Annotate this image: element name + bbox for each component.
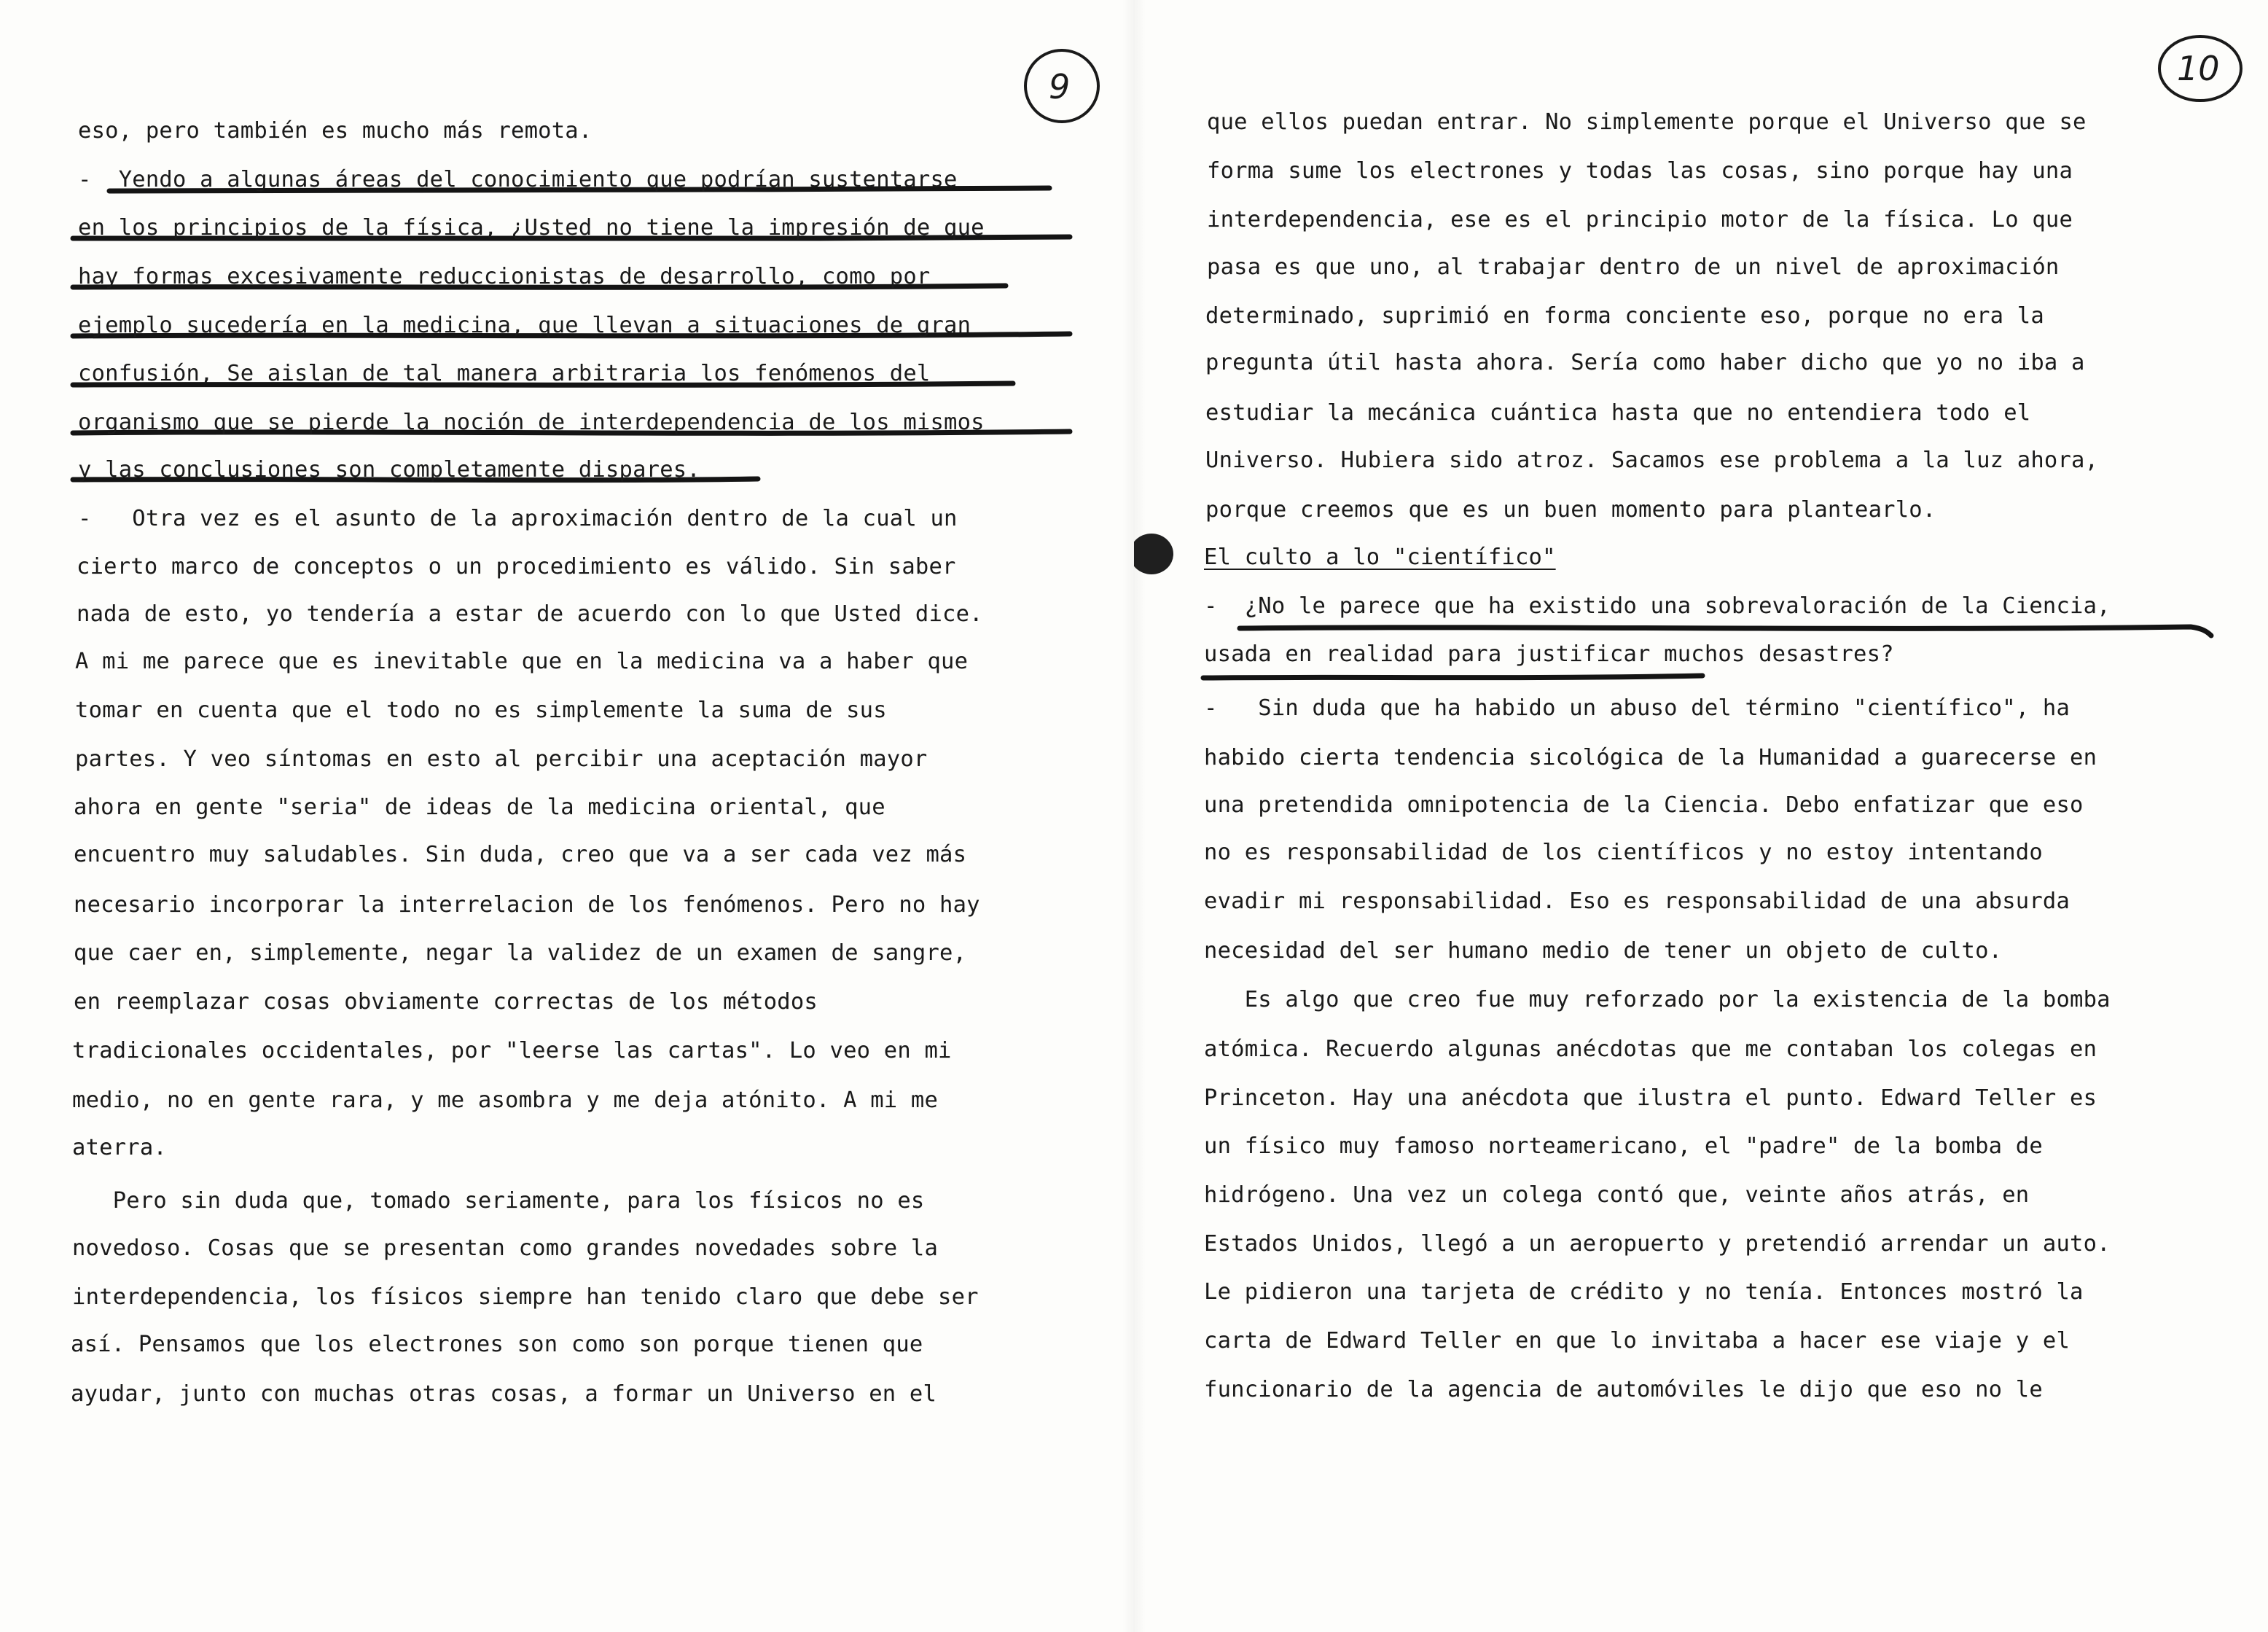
page-number-circle-left	[1017, 44, 1119, 131]
text-line: hidrógeno. Una vez un colega contó que, veinte años atrás, en	[1204, 1182, 2030, 1208]
text-line: tradicionales occidentales, por "leerse las cartas". Lo veo en mi	[72, 1038, 952, 1063]
text-line: en reemplazar cosas obviamente correctas de los métodos	[74, 989, 818, 1015]
section-title: El culto a lo "científico"	[1204, 544, 1556, 570]
text-line: pasa es que uno, al trabajar dentro de un nivel de aproximación	[1207, 254, 2060, 280]
text-line: carta de Edward Teller en que lo invitaba a hacer ese viaje y el	[1204, 1328, 2070, 1354]
text-line: Estados Unidos, llegó a un aeropuerto y pretendió arrendar un auto.	[1204, 1231, 2111, 1257]
text-line: Es algo que creo fue muy reforzado por la existencia de la bomba	[1204, 987, 2111, 1012]
page-number-circle-right	[2151, 29, 2253, 117]
question-line: organismo que se pierde la noción de interdependencia de los mismos	[78, 410, 985, 435]
question-line: confusión, Se aislan de tal manera arbitraria los fenómenos del	[78, 361, 931, 386]
text-line: Princeton. Hay una anécdota que ilustra el punto. Edward Teller es	[1204, 1085, 2097, 1111]
text-line: interdependencia, ese es el principio motor de la física. Lo que	[1207, 207, 2073, 233]
text-line: determinado, suprimió en forma conciente eso, porque no era la	[1205, 303, 2044, 329]
text-line: aterra.	[72, 1135, 167, 1160]
text-line: ahora en gente "seria" de ideas de la medicina oriental, que	[74, 794, 885, 820]
text-line: - Sin duda que ha habido un abuso del término "científico", ha	[1204, 695, 2070, 721]
question-line: hay formas excesivamente reduccionistas de desarrollo, como por	[78, 264, 931, 289]
text-line: tomar en cuenta que el todo no es simplemente la suma de sus	[75, 698, 887, 723]
text-line: habido cierta tendencia sicológica de la Humanidad a guarecerse en	[1204, 745, 2097, 770]
question-line: ejemplo sucedería en la medicina, que llevan a situaciones de gran	[78, 313, 971, 338]
question-line: usada en realidad para justificar muchos desastres?	[1204, 641, 1894, 667]
text-line: novedoso. Cosas que se presentan como grandes novedades sobre la	[72, 1235, 939, 1261]
text-line: encuentro muy saludables. Sin duda, creo que va a ser cada vez más	[74, 842, 967, 867]
text-line: evadir mi responsabilidad. Eso es responsabilidad de una absurda	[1204, 889, 2070, 914]
text-line: una pretendida omnipotencia de la Ciencia. Debo enfatizar que eso	[1204, 792, 2084, 818]
text-line: partes. Y veo síntomas en esto al percibir una aceptación mayor	[75, 746, 928, 772]
text-line: Pero sin duda que, tomado seriamente, para los físicos no es	[72, 1188, 925, 1214]
text-line: estudiar la mecánica cuántica hasta que no entendiera todo el	[1205, 400, 2031, 426]
right-page	[1134, 0, 2268, 1632]
text-line: necesario incorporar la interrelacion de los fenómenos. Pero no hay	[74, 892, 980, 918]
ink-blot	[1134, 534, 1173, 574]
text-line: interdependencia, los físicos siempre han tenido claro que debe ser	[72, 1284, 979, 1310]
text-line: cierto marco de conceptos o un procedimiento es válido. Sin saber	[77, 554, 956, 579]
text-line: atómica. Recuerdo algunas anécdotas que me contaban los colegas en	[1204, 1036, 2097, 1062]
text-line: que caer en, simplemente, negar la validez de un examen de sangre,	[74, 940, 967, 966]
text-line: eso, pero también es mucho más remota.	[78, 118, 593, 144]
text-line: así. Pensamos que los electrones son como son porque tienen que	[71, 1332, 923, 1357]
text-line: no es responsabilidad de los científicos y no estoy intentando	[1204, 840, 2043, 865]
text-line: necesidad del ser humano medio de tener un objeto de culto.	[1204, 938, 2003, 964]
text-line: ayudar, junto con muchas otras cosas, a formar un Universo en el	[71, 1381, 937, 1407]
text-line: nada de esto, yo tendería a estar de acuerdo con lo que Usted dice.	[77, 601, 983, 627]
text-line: porque creemos que es un buen momento para plantearlo.	[1205, 497, 1936, 523]
question-line: en los principios de la física, ¿Usted no tiene la impresión de que	[78, 215, 985, 241]
text-line: Universo. Hubiera sido atroz. Sacamos ese problema a la luz ahora,	[1205, 448, 2099, 473]
text-line: que ellos puedan entrar. No simplemente porque el Universo que se	[1207, 109, 2087, 135]
text-line: - Otra vez es el asunto de la aproximación dentro de la cual un	[78, 506, 958, 531]
text-line: A mi me parece que es inevitable que en la medicina va a haber que	[75, 649, 969, 674]
text-line: un físico muy famoso norteamericano, el "padre" de la bomba de	[1204, 1133, 2043, 1159]
page-number-left: 9	[1049, 67, 1071, 106]
text-line: Le pidieron una tarjeta de crédito y no tenía. Entonces mostró la	[1204, 1279, 2084, 1305]
question-line: y las conclusiones son completamente dispares.	[78, 457, 700, 483]
page-number-right: 10	[2177, 49, 2220, 88]
text-line: forma sume los electrones y todas las cosas, sino porque hay una	[1207, 158, 2073, 184]
text-line: pregunta útil hasta ahora. Sería como haber dicho que yo no iba a	[1205, 350, 2085, 375]
question-line: - ¿No le parece que ha existido una sobrevaloración de la Ciencia,	[1204, 593, 2111, 619]
text-line: medio, no en gente rara, y me asombra y me deja atónito. A mi me	[72, 1088, 939, 1113]
question-line: - Yendo a algunas áreas del conocimiento que podrían sustentarse	[78, 167, 958, 192]
text-line: funcionario de la agencia de automóviles le dijo que eso no le	[1204, 1377, 2043, 1402]
